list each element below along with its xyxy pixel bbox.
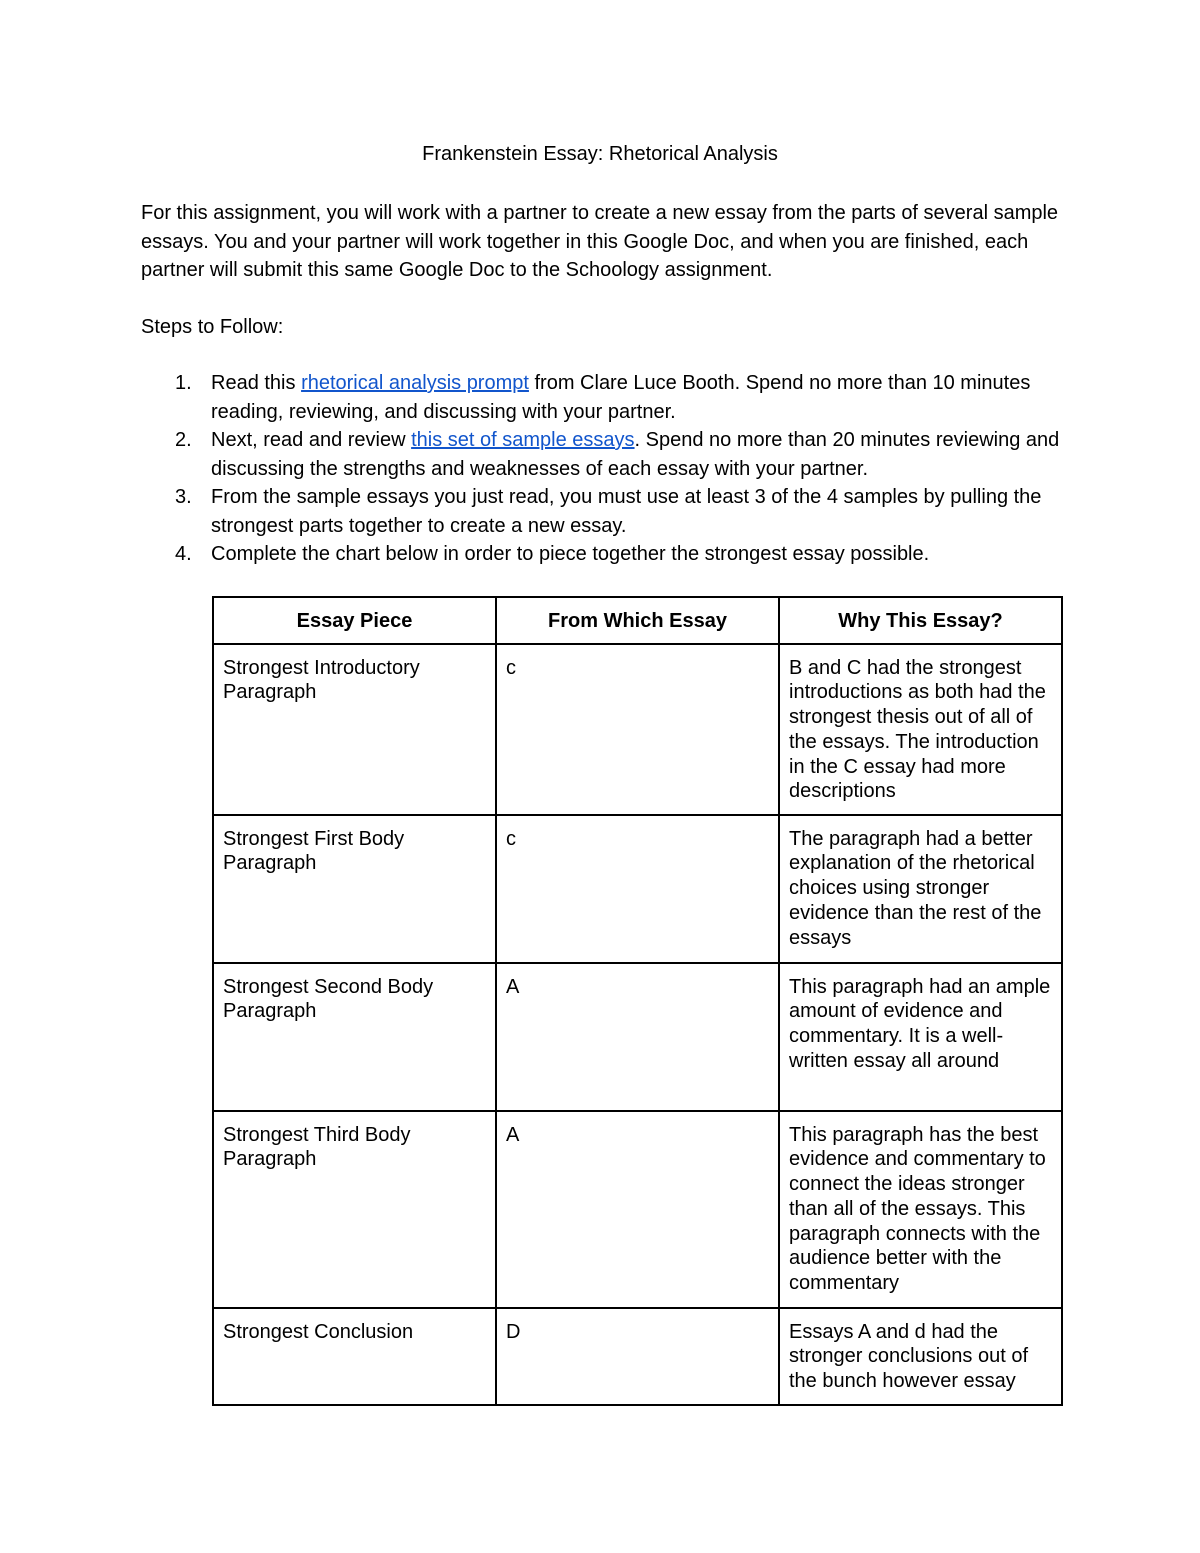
step-item-4	[141, 540, 1081, 569]
why-essay-cell[interactable]: This paragraph has the best evidence and commentary to connect the ideas stronger than all of the essays. This paragraph connects with the audience better with the commentary	[779, 1111, 1062, 1308]
essay-piece-cell[interactable]: Strongest Conclusion	[213, 1308, 496, 1405]
why-essay-cell[interactable]: Essays A and d had the stronger conclusions out of the bunch however essay	[779, 1308, 1062, 1405]
step-text: Read this	[211, 372, 302, 394]
essay-chart-table	[212, 596, 1063, 1406]
table-row	[213, 963, 1062, 1111]
steps-list	[141, 369, 1081, 569]
table-row	[213, 815, 1062, 963]
table-row	[213, 644, 1062, 815]
step-item-1	[141, 369, 1081, 426]
step-number: 4.	[175, 543, 192, 565]
table-header-row	[213, 597, 1062, 644]
step-item-3	[141, 483, 1081, 540]
why-essay-cell[interactable]: B and C had the strongest introductions as both had the strongest thesis out of all of the essays. The introduction in the C essay had more descriptions	[779, 644, 1062, 815]
header-why-this-essay: Why This Essay?	[779, 597, 1062, 644]
step-item-2	[141, 426, 1081, 483]
assignment-intro: For this assignment, you will work with a partner to create a new essay from the parts of several sample essays. You and your partner will work together in this Google Doc, and when you are finished, each partner will submit this same Google Doc to the Schoology assignment.	[141, 202, 1059, 281]
step-number: 1.	[175, 372, 192, 394]
why-essay-cell[interactable]: This paragraph had an ample amount of evidence and commentary. It is a well-written essay all around	[779, 963, 1062, 1111]
step-text: Complete the chart below in order to piece together the strongest essay possible.	[211, 543, 930, 565]
from-essay-cell[interactable]: A	[496, 1111, 779, 1308]
document-title: Frankenstein Essay: Rhetorical Analysis	[422, 143, 778, 165]
table-row	[213, 1111, 1062, 1308]
steps-label: Steps to Follow:	[141, 316, 284, 338]
why-essay-cell[interactable]: The paragraph had a better explanation of the rhetorical choices using stronger evidence than the rest of the essays	[779, 815, 1062, 963]
from-essay-cell[interactable]: D	[496, 1308, 779, 1405]
step-number: 2.	[175, 429, 192, 451]
essay-piece-cell[interactable]: Strongest Introductory Paragraph	[213, 644, 496, 815]
essay-piece-cell[interactable]: Strongest First Body Paragraph	[213, 815, 496, 963]
step-text: . Spend no more than 20 minutes reviewing and discussing the strengths and weaknesses of each essay with your partner.	[211, 429, 1060, 480]
from-essay-cell[interactable]: A	[496, 963, 779, 1111]
step-text: Next, read and review	[211, 429, 412, 451]
essay-piece-cell[interactable]: Strongest Third Body Paragraph	[213, 1111, 496, 1308]
rhetorical-prompt-link[interactable]: rhetorical analysis prompt	[301, 372, 529, 394]
step-text: From the sample essays you just read, you must use at least 3 of the 4 samples by pulling the strongest parts together to create a new essay.	[211, 486, 1042, 537]
from-essay-cell[interactable]: c	[496, 644, 779, 815]
header-from-which-essay: From Which Essay	[496, 597, 779, 644]
step-number: 3.	[175, 486, 192, 508]
step-text: from Clare Luce Booth. Spend no more than 10 minutes reading, reviewing, and discussing with your partner.	[211, 372, 1031, 423]
header-essay-piece: Essay Piece	[213, 597, 496, 644]
essay-piece-cell[interactable]: Strongest Second Body Paragraph	[213, 963, 496, 1111]
from-essay-cell[interactable]: c	[496, 815, 779, 963]
table-row	[213, 1308, 1062, 1405]
sample-essays-link[interactable]: this set of sample essays	[411, 429, 635, 451]
